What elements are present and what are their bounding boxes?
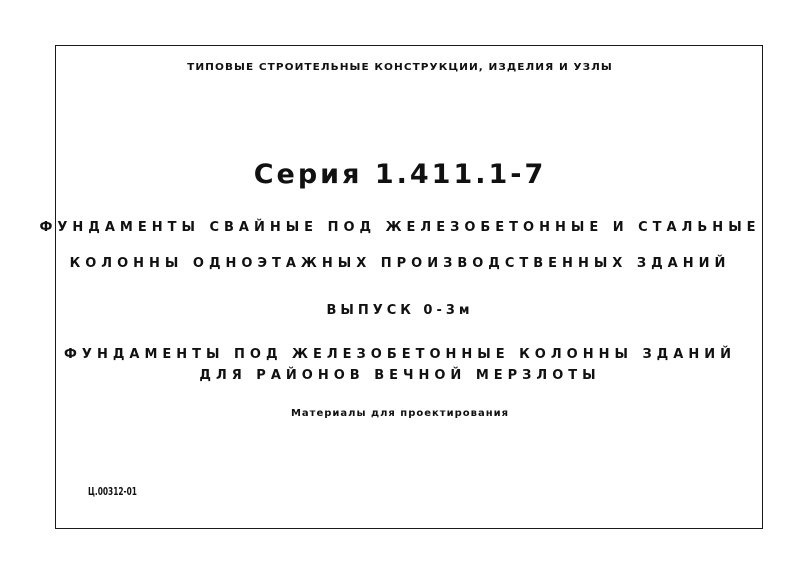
subtitle-line: ФУНДАМЕНТЫ ПОД ЖЕЛЕЗОБЕТОННЫЕ КОЛОННЫ ЗДАНИЙ: [64, 347, 736, 362]
materials-label: Материалы для проектирования: [290, 408, 510, 419]
document-code: Ц.00312-01: [88, 485, 137, 498]
title-line: КОЛОННЫ ОДНОЭТАЖНЫХ ПРОИЗВОДСТВЕННЫХ ЗДАНИЙ: [69, 256, 731, 271]
title-line: ФУНДАМЕНТЫ СВАЙНЫЕ ПОД ЖЕЛЕЗОБЕТОННЫЕ И СТАЛЬНЫЕ: [39, 220, 761, 235]
subtitle-line: ДЛЯ РАЙОНОВ ВЕЧНОЙ МЕРЗЛОТЫ: [199, 368, 601, 383]
document-frame: [55, 45, 763, 529]
issue-label: ВЫПУСК 0-3м: [326, 303, 474, 318]
header-text: ТИПОВЫЕ СТРОИТЕЛЬНЫЕ КОНСТРУКЦИИ, ИЗДЕЛИЯ И УЗЛЫ: [187, 62, 613, 73]
series-title: Серия 1.411.1-7: [253, 159, 547, 190]
